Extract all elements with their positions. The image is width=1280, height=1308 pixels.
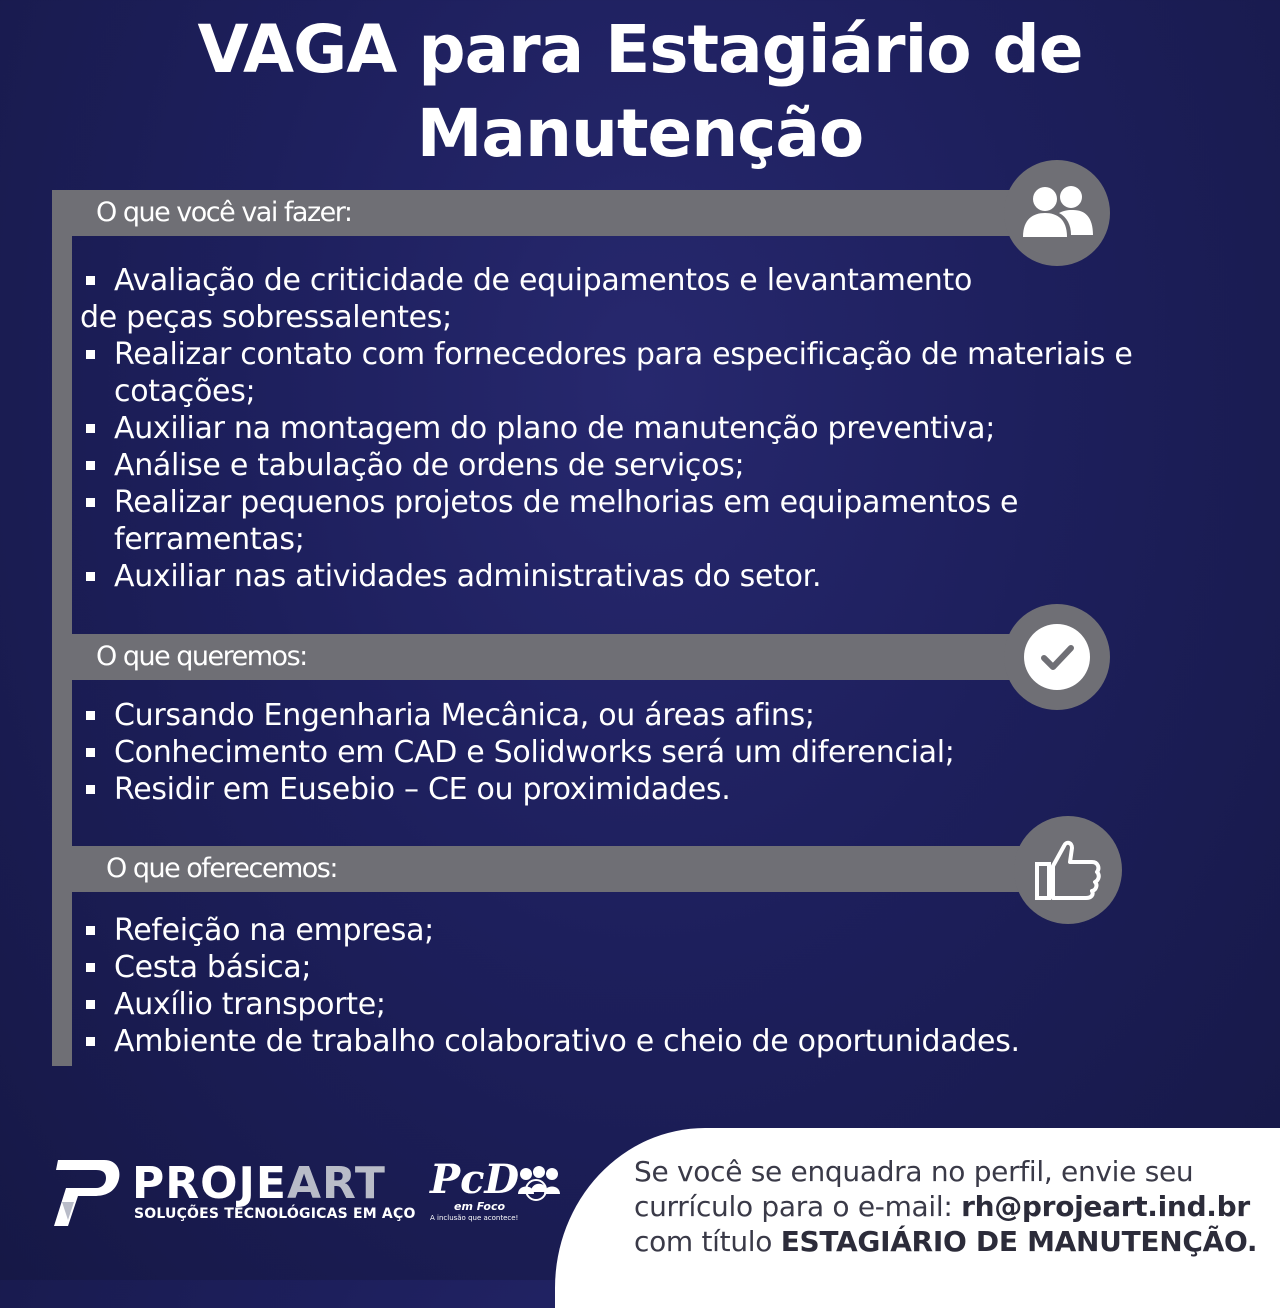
people-group-icon xyxy=(514,1164,564,1204)
contact-email-link[interactable]: rh@projeart.ind.br xyxy=(961,1190,1250,1223)
footer-line-1: Se você se enquadra no perfil, envie seu xyxy=(634,1155,1194,1188)
checkmark-icon-badge xyxy=(1004,604,1110,710)
list-item-continuation: cotações; xyxy=(114,374,256,409)
left-rail-1 xyxy=(52,190,72,635)
projeart-logo xyxy=(52,1158,416,1228)
section-list-queremos xyxy=(80,697,1200,808)
title-line-2: Manutenção xyxy=(416,95,864,172)
footer-line-2: currículo para o e-mail: rh@projeart.ind.br xyxy=(634,1190,1250,1223)
thumbs-up-icon xyxy=(1034,838,1102,902)
pcd-logo-subtitle: em Foco xyxy=(454,1200,506,1213)
projeart-tagline: SOLUÇÕES TECNOLÓGICAS EM AÇO xyxy=(134,1206,416,1222)
list-item: Avaliação de criticidade de equipamentos e levantamento xyxy=(80,262,1200,299)
section-heading-label: O que oferecemos: xyxy=(106,853,337,884)
checkmark-icon xyxy=(1022,622,1092,692)
projeart-p-mark-icon xyxy=(52,1158,124,1228)
section-heading-oferecemos xyxy=(64,846,1064,892)
people-icon xyxy=(1019,183,1095,243)
list-item: Cursando Engenharia Mecânica, ou áreas afins; xyxy=(80,697,1200,734)
section-heading-fazer xyxy=(52,190,1052,236)
pcd-logo-text: PcD xyxy=(430,1156,520,1203)
list-item: Auxiliar na montagem do plano de manutenção preventiva; xyxy=(80,410,1200,447)
section-list-fazer xyxy=(80,262,1200,595)
people-icon-badge xyxy=(1004,160,1110,266)
list-item: Conhecimento em CAD e Solidworks será um diferencial; xyxy=(80,734,1200,771)
list-item: Ambiente de trabalho colaborativo e cheio de oportunidades. xyxy=(80,1023,1200,1060)
pcd-em-foco-logo xyxy=(430,1156,570,1226)
section-heading-label: O que queremos: xyxy=(96,641,307,672)
list-item: Auxiliar nas atividades administrativas do setor. xyxy=(80,558,1200,595)
section-heading-label: O que você vai fazer: xyxy=(96,197,352,228)
list-item: Cesta básica; xyxy=(80,949,1200,986)
list-item-continuation: ferramentas; xyxy=(114,522,305,557)
section-list-oferecemos xyxy=(80,912,1200,1060)
list-item: Auxílio transporte; xyxy=(80,986,1200,1023)
list-item: Residir em Eusebio – CE ou proximidades. xyxy=(80,771,1200,808)
thumbs-up-icon-badge xyxy=(1014,816,1122,924)
email-subject: ESTAGIÁRIO DE MANUTENÇÃO. xyxy=(780,1225,1258,1258)
list-item: Refeição na empresa; xyxy=(80,912,1200,949)
list-item: Realizar pequenos projetos de melhorias em equipamentos e xyxy=(80,484,1200,521)
section-heading-queremos xyxy=(52,634,1052,680)
page-title xyxy=(0,8,1280,176)
projeart-name: PROJEART xyxy=(132,1158,386,1209)
footer-contact-text xyxy=(634,1154,1274,1259)
list-item-continuation: de peças sobressalentes; xyxy=(80,300,452,335)
list-item: Realizar contato com fornecedores para especificação de materiais e xyxy=(80,336,1200,373)
pcd-logo-slogan: A inclusão que acontece! xyxy=(430,1214,519,1222)
list-item: Análise e tabulação de ordens de serviços; xyxy=(80,447,1200,484)
footer-line-3: com título ESTAGIÁRIO DE MANUTENÇÃO. xyxy=(634,1225,1258,1258)
title-line-1: VAGA para Estagiário de xyxy=(197,11,1083,88)
